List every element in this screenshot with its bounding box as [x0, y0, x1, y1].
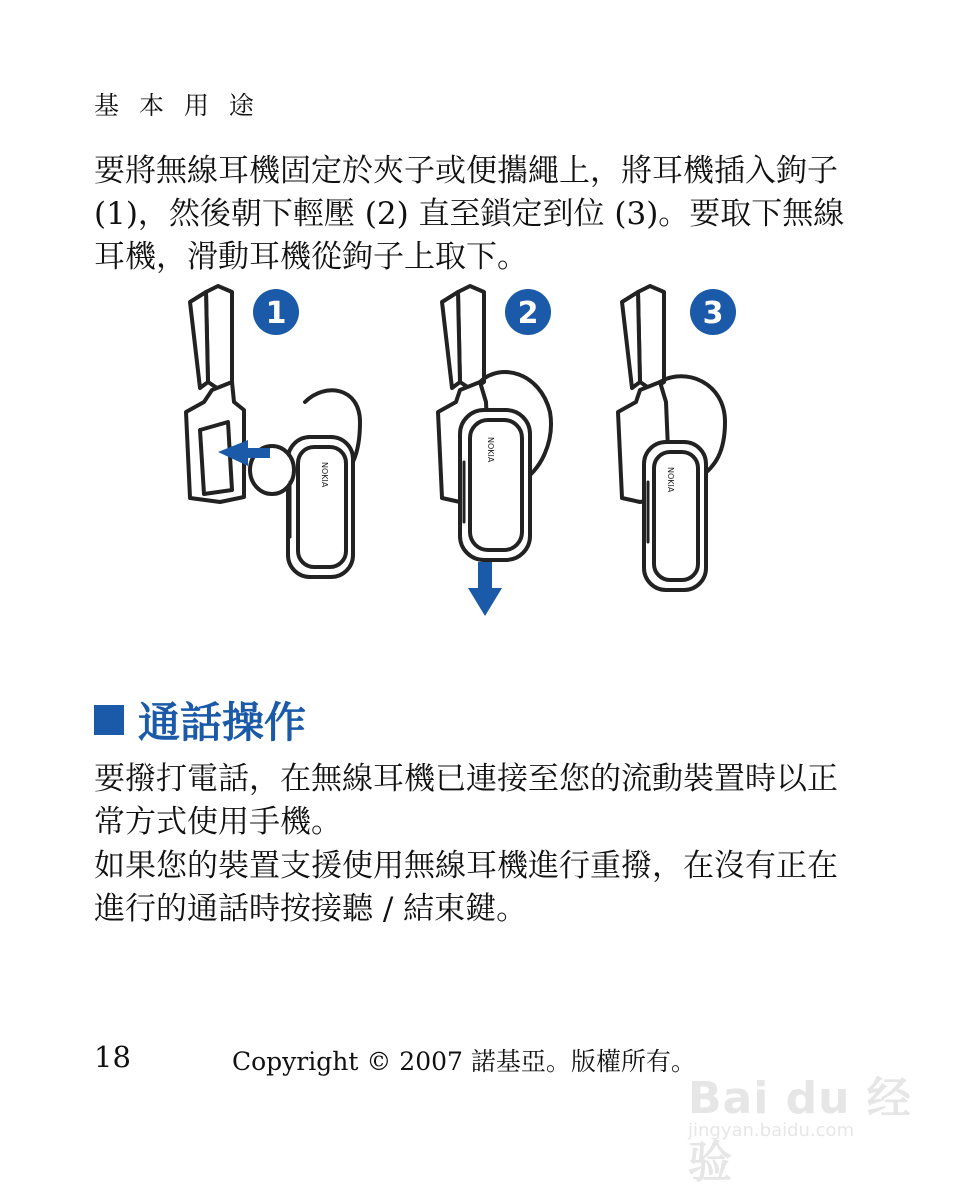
call-paragraph-2: 如果您的裝置支援使用無線耳機進行重撥，在沒有正在進行的通話時按接聽 / 結束鍵。 [94, 848, 838, 927]
square-bullet-icon [94, 705, 124, 735]
svg-text:1: 1 [265, 296, 287, 331]
call-paragraph-1: 要撥打電話，在無線耳機已連接至您的流動裝置時以正常方式使用手機。 [94, 761, 838, 840]
svg-text:3: 3 [702, 296, 724, 331]
headset-clip-illustration [160, 282, 760, 624]
step-1-badge [253, 289, 299, 335]
nokia-logo-step-3: NOKIA [666, 467, 675, 493]
nokia-logo-step-1: NOKIA [320, 462, 329, 488]
nokia-logo-step-2: NOKIA [486, 437, 495, 463]
press-down-arrow [468, 562, 502, 616]
page-header: 基 本 用 途 [94, 91, 260, 120]
page-number: 18 [94, 1040, 131, 1074]
copyright-text: Copyright © 2007 諾基亞。版權所有。 [232, 1047, 696, 1076]
svg-text:2: 2 [517, 296, 539, 331]
step-2-badge [505, 289, 551, 335]
intro-paragraph: 要將無線耳機固定於夾子或便攜繩上，將耳機插入鉤子 (1)，然後朝下輕壓 (2) 直至鎖定到位 (3)。要取下無線耳機，滑動耳機從鉤子上取下。 [94, 153, 845, 275]
step-3-badge [690, 289, 736, 335]
watermark-main: Bai du 经验 [688, 1073, 912, 1188]
section-heading-text: 通話操作 [138, 698, 307, 747]
section-heading [94, 690, 306, 750]
watermark-url: jingyan.baidu.com [688, 1120, 855, 1141]
baidu-watermark [688, 1040, 918, 1188]
